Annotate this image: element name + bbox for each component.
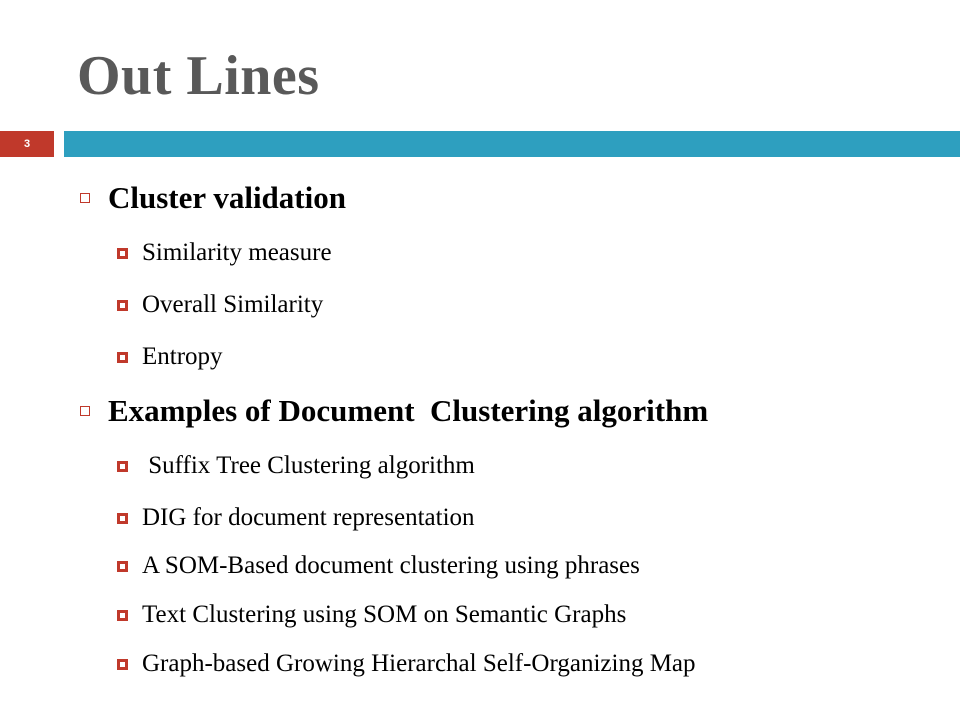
bullet-text: Examples of Document Clustering algorithm [108,393,709,428]
square-bullet-icon [117,610,128,621]
square-bullet-icon [117,659,128,670]
sub-bullet-item [117,343,223,371]
header-accent-bar [64,131,960,157]
square-bullet-icon [117,461,128,472]
square-bullet-icon [117,561,128,572]
sub-bullet-text: Text Clustering using SOM on Semantic Graphs [142,601,627,628]
sub-bullet-text: DIG for document representation [142,504,475,531]
bullet-text: Cluster validation [108,180,346,215]
sub-bullet-text: Graph-based Growing Hierarchal Self-Organizing Map [142,650,696,677]
sub-bullet-item [117,291,323,319]
sub-bullet-text: Suffix Tree Clustering algorithm [142,452,475,479]
sub-bullet-item [117,504,475,532]
sub-bullet-item [117,601,626,629]
sub-bullet-text: Similarity measure [142,239,332,266]
square-bullet-icon [117,300,128,311]
sub-bullet-text: Entropy [142,343,223,370]
bullet-item [80,393,708,429]
sub-bullet-item [117,239,332,267]
sub-bullet-item [117,650,696,678]
square-bullet-icon [117,513,128,524]
square-bullet-icon [117,248,128,259]
slide-number: 3 [23,138,31,150]
slide-title: Out Lines [77,45,320,107]
hollow-square-bullet-icon [80,406,90,416]
bullet-item [80,180,346,216]
sub-bullet-item [117,452,475,480]
sub-bullet-item [117,552,640,580]
sub-bullet-text: A SOM-Based document clustering using phrases [142,552,640,579]
square-bullet-icon [117,352,128,363]
sub-bullet-text: Overall Similarity [142,291,324,318]
hollow-square-bullet-icon [80,193,90,203]
